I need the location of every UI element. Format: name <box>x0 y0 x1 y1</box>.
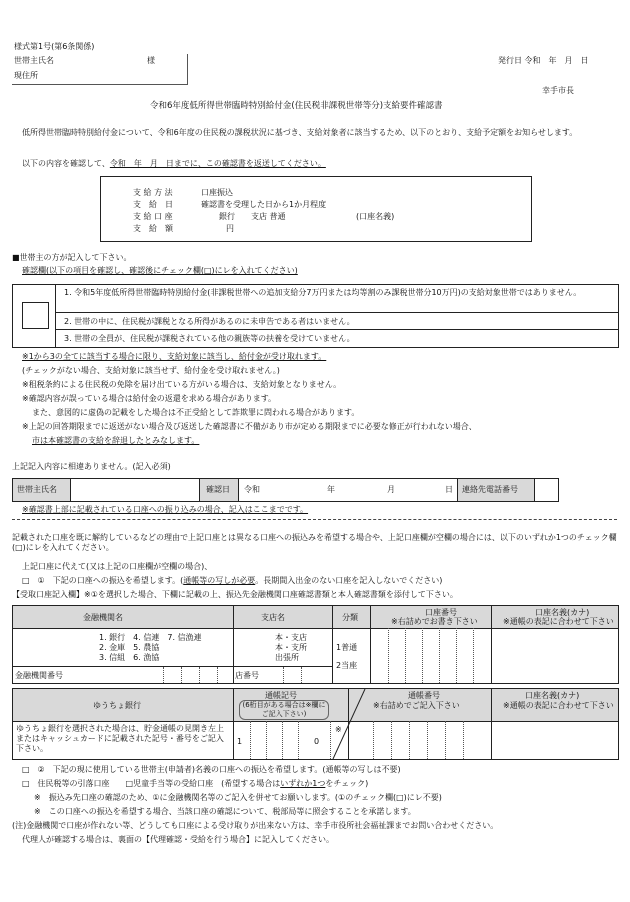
header-yucho-holder: 口座名義(カナ) <box>525 691 580 700</box>
digit-box[interactable] <box>181 667 182 683</box>
confirm-heading: ■世帯主の方が記入して下さい。 <box>12 253 132 262</box>
diagonal-line <box>331 689 367 759</box>
confirm-checkbox[interactable] <box>22 302 49 329</box>
type-current: 2当座 <box>336 661 358 670</box>
footer-note-2: ※ この口座への振込を希望する場合、当該口座の確認について、税部局等に照会することを承諾します。 <box>34 807 416 816</box>
digit-box[interactable] <box>456 628 457 683</box>
confirm-note-4: ※確認内容が誤っている場合は給付金の返還を求める場合があります。 <box>22 394 277 403</box>
intro-paragraph: 低所得世帯臨時特別給付金について、令和6年度の住民税の課税状況に基づき、支給対象者に該当するため、以下のとおり、支給予定額をお知らせします。 <box>22 128 578 137</box>
digit-box[interactable] <box>405 628 406 683</box>
digit-box[interactable] <box>373 721 374 759</box>
digit-box[interactable] <box>330 721 331 759</box>
digit-box[interactable] <box>463 721 464 759</box>
header-account-number: 口座番号 <box>425 608 457 617</box>
col-divider <box>233 689 234 759</box>
bank-types-line-1: 1. 銀行 4. 信連 7. 信漁連 <box>99 633 202 642</box>
col-divider <box>332 606 333 683</box>
header-symbol: 通帳記号 <box>265 691 297 700</box>
intro-deadline-lead: 以下の内容を確認して、 <box>22 159 110 168</box>
digit-box[interactable] <box>445 721 446 759</box>
header-passbook-number-note: ※右詰めでご記入下さい <box>373 701 460 710</box>
digit-box[interactable] <box>439 628 440 683</box>
payment-method-value: 口座振込 <box>201 188 233 197</box>
payment-amount-value: 円 <box>226 224 234 233</box>
col-divider <box>491 689 492 759</box>
phone-field[interactable] <box>535 479 558 501</box>
intro-deadline-date: 令和 年 月 日までに、この確認書を返送してください。 <box>109 159 326 168</box>
header-symbol-note: (6桁目がある場合は※欄にご記入下さい) <box>239 700 329 720</box>
addressee-block <box>12 54 188 85</box>
symbol-digit-1: 1 <box>237 737 243 746</box>
footer-note-3: (注)金融機関で口座が作れない等、どうしても口座による受け取りが出来ない方は、幸手市役所社会福祉課までお問い合わせください。 <box>12 821 499 830</box>
option-1-text: □ ① 下記の口座への振込を希望します。( <box>22 576 184 585</box>
payment-date-value: 確認書を受理した日から1か月程度 <box>201 200 327 209</box>
digit-box[interactable] <box>409 721 410 759</box>
issuer: 幸手市長 <box>542 86 574 95</box>
option-2-choices-text: □ 住民税等の引落口座 □児童手当等の受給口座 (希望する場合は <box>22 779 281 788</box>
date-month: 月 <box>387 485 395 494</box>
option-2-choices-tail: をチェック) <box>325 779 369 788</box>
digit-box[interactable] <box>427 721 428 759</box>
payment-account-value: 銀行 支店 普通 <box>219 212 286 221</box>
header-account-holder-note: ※通帳の表記に合わせて下さい <box>503 617 614 626</box>
header-branch-name: 支店名 <box>261 613 285 622</box>
confirm-note-5: また、意図的に虚偽の記載をした場合は不正受給として詐欺罪に問われる場合があります。 <box>32 408 360 417</box>
form-number: 様式第1号(第6条関係) <box>14 42 95 51</box>
date-reiwa: 令和 <box>244 485 260 494</box>
digit-box[interactable] <box>217 667 218 683</box>
confirm-item-3: 3. 世帯の全員が、住民税が課税されている他の親族等の扶養を受けていません。 <box>64 334 355 343</box>
confirm-note-2: (チェックがない場合、支給対象に該当せず、給付金を受け取れません。) <box>22 366 280 375</box>
declaration: 上記記入内容に相違ありません。(記入必須) <box>12 462 171 471</box>
digit-box[interactable] <box>301 667 302 683</box>
footer-note-4: 代理人が確認する場合は、裏面の【代理確認・受給を行う場合】に記入してください。 <box>22 835 334 844</box>
header-yucho-holder-note: ※通帳の表記に合わせて下さい <box>503 701 614 710</box>
issue-date: 発行日 令和 年 月 日 <box>498 56 589 65</box>
confirm-note-1: ※1から3の全てに該当する場合に限り、支給対象に該当し、給付金が受け取れます。 <box>22 352 327 361</box>
payment-date-label: 支 給 日 <box>133 200 173 209</box>
signature-row <box>12 478 559 502</box>
change-lead: 上記口座に代えて(又は上記の口座欄が空欄の場合)、 <box>22 562 213 571</box>
symbol-asterisk: ※ <box>335 725 342 734</box>
receive-heading: 【受取口座記入欄】※①を選択した場合、下欄に記載の上、振込先金融機関口座確認書類と本人確認書類を添付して下さい。 <box>12 590 458 599</box>
date-year: 年 <box>327 485 335 494</box>
name-field[interactable] <box>71 479 199 501</box>
branch-code-label: 店番号 <box>235 671 259 680</box>
payment-method-label: 支 給 方 法 <box>133 188 173 197</box>
intro-deadline <box>22 159 326 169</box>
code-row-line <box>13 666 332 667</box>
name-label: 世帯主氏名 <box>13 479 71 501</box>
branch-types-line-1: 本・支店 <box>275 633 307 642</box>
bank-code-label: 金融機関番号 <box>15 671 63 680</box>
digit-box[interactable] <box>391 721 392 759</box>
digit-box[interactable] <box>250 721 251 759</box>
payment-account-label: 支 給 口 座 <box>133 212 173 221</box>
header-passbook-number: 通帳番号 <box>408 691 440 700</box>
bank-table <box>12 605 619 684</box>
phone-label: 連絡先電話番号 <box>457 479 535 501</box>
header-account-type: 分類 <box>342 613 358 622</box>
option-2[interactable]: □ ② 下記の現に使用している世帯主(申請者)名義の口座への振込を希望します。(通帳等の写しは不要) <box>22 765 401 774</box>
digit-box[interactable] <box>199 667 200 683</box>
header-account-number-note: ※右詰めでお書き下さい <box>391 617 478 626</box>
digit-box[interactable] <box>283 667 284 683</box>
bank-types-line-2: 2. 金庫 5. 農協 <box>99 643 160 652</box>
confirm-note-7: 市は本確認書の支給を辞退したとみなします。 <box>32 436 200 445</box>
col-divider <box>491 606 492 683</box>
type-ordinary: 1普通 <box>336 643 358 652</box>
payment-info-box <box>100 176 532 242</box>
date-label: 確認日 <box>199 479 239 501</box>
sama-label: 様 <box>147 56 155 65</box>
digit-box[interactable] <box>163 667 164 683</box>
payment-amount-label: 支 給 額 <box>133 224 173 233</box>
option-2-choose-one: いずれか1つ <box>280 779 326 788</box>
bank-types-line-3: 3. 信組 6. 漁協 <box>99 653 160 662</box>
confirm-subheading: 確認欄(以下の項目を確認し、確認後にチェック欄(□)にレを入れてください) <box>22 266 298 275</box>
separator-line <box>12 519 617 520</box>
digit-box[interactable] <box>282 721 283 759</box>
digit-box[interactable] <box>473 628 474 683</box>
end-note: ※確認書上部に記載されている口座への振り込みの場合、記入はここまでです。 <box>22 505 309 514</box>
option-2-choices[interactable] <box>22 779 368 789</box>
confirm-item-2: 2. 世帯の中に、住民税が課税となる所得があるのに未申告である者はいません。 <box>56 313 618 330</box>
digit-box[interactable] <box>266 721 267 759</box>
header-bank-name: 金融機関名 <box>83 613 123 622</box>
confirm-note-6: ※上記の回答期限までに返送がない場合及び返送した確認書に不備があり市が定める期限までに必要な修正が行われない場合、 <box>22 422 477 431</box>
header-yucho: ゆうちょ銀行 <box>93 701 141 710</box>
branch-types-line-2: 本・支所 <box>275 643 307 652</box>
branch-types-line-3: 出張所 <box>275 653 299 662</box>
household-head-label: 世帯主氏名 <box>14 56 54 65</box>
option-1-note: 。長期間入出金のない口座を記入しないでください) <box>255 576 443 585</box>
col-divider <box>233 606 234 683</box>
confirm-table <box>12 284 619 348</box>
digit-box[interactable] <box>298 721 299 759</box>
date-day: 日 <box>445 485 453 494</box>
option-1-copy-required: 通帳等の写しが必要 <box>183 576 256 585</box>
digit-box[interactable] <box>388 628 389 683</box>
document-title: 令和6年度低所得世帯臨時特別給付金(住民税非課税世帯等分)支給要件確認書 <box>150 101 443 111</box>
yucho-note: ゆうちょ銀行を選択された場合は、貯金通帳の見開き左上またはキャッシュカードに記載された記号・番号をご記入下さい。 <box>16 724 224 753</box>
change-paragraph: 記載された口座を既に解約しているなどの理由で上記口座とは異なる口座への振込みを希望する場合や、上記口座欄が空欄の場合には、以下のいずれか1つのチェック欄(□)にレを入れてください。 <box>12 533 617 552</box>
option-1[interactable] <box>22 576 442 586</box>
date-field[interactable] <box>239 479 457 501</box>
footer-note-1: ※ 振込み先口座の確認のため、①に金融機関名等のご記入を併せてお願いします。(①のチェック欄(□)にレ不要) <box>34 793 442 802</box>
digit-box[interactable] <box>422 628 423 683</box>
confirm-item-1: 1. 令和5年度低所得世帯臨時特別給付金(非課税世帯への追加支給分7万円または均等割のみ課税世帯分10万円)の支給対象世帯ではありません。 <box>56 285 618 313</box>
confirm-note-3: ※租税条約による住民税の免除を届け出ている方がいる場合は、支給対象となりません。 <box>22 380 342 389</box>
col-divider <box>370 606 371 683</box>
payment-account-name: (口座名義) <box>356 212 395 221</box>
header-account-holder: 口座名義(カナ) <box>535 608 590 617</box>
symbol-digit-0: 0 <box>314 737 320 746</box>
yucho-table <box>12 688 619 760</box>
address-label: 現住所 <box>14 71 38 80</box>
